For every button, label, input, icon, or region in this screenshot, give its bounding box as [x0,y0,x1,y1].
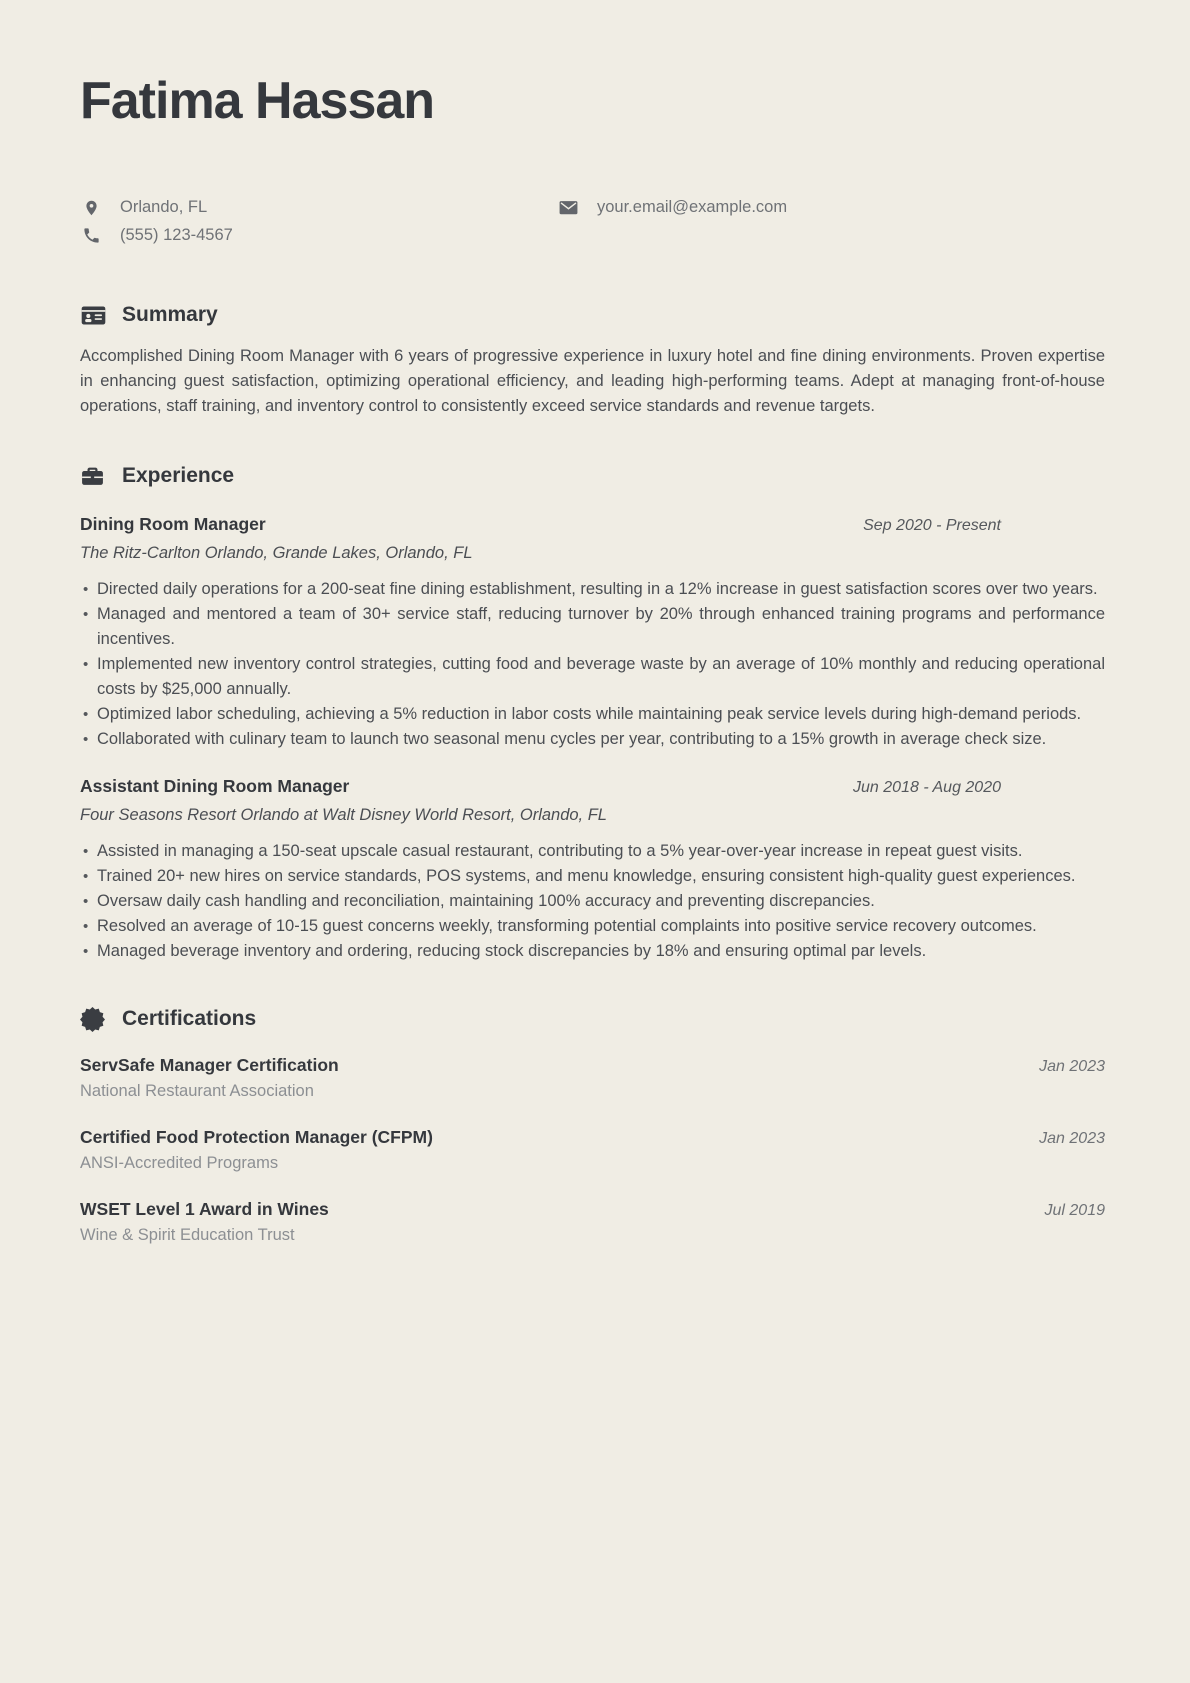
contact-right-column [557,194,787,222]
contact-phone-row [80,222,557,250]
certification-head [80,1199,1105,1220]
job-bullet-list [80,839,1105,964]
job-bullet-list [80,577,1105,752]
certification-date: Jul 2019 [1044,1201,1105,1219]
job-head [80,776,1105,797]
summary-paragraph: Accomplished Dining Room Manager with 6 years of progressive experience in luxury hotel and fine dining environments. Proven expertise in enhancing guest satisfaction, optimizing operational efficiency, and leading high-performing teams. Adept at managing front-of-house operations, staff training, and inventory control to consistently exceed service standards and revenue targets. [80,346,1105,415]
page-title: Fatima Hassan [80,72,435,130]
contact-email: your.email@example.com [597,198,788,217]
certification-issuer: Wine & Spirit Education Trust [80,1225,295,1244]
job-title: Assistant Dining Room Manager [80,775,350,796]
certifications-heading [80,1006,1105,1033]
certifications-section [80,1006,1105,1245]
certification-entry [80,1127,1105,1173]
briefcase-icon [80,463,107,490]
experience-section [80,463,1105,964]
experience-heading [80,463,1105,490]
certification-issuer: National Restaurant Association [80,1081,314,1100]
job-bullet: • Oversaw daily cash handling and reconciliation, maintaining 100% accuracy and preventing discrepancies. [80,889,1105,914]
job-head [80,514,1105,535]
job-title: Dining Room Manager [80,513,266,534]
job-bullet: • Trained 20+ new hires on service standards, POS systems, and menu knowledge, ensuring consistent high-quality guest experiences. [80,864,1105,889]
id-card-icon [80,302,107,329]
job-bullet: • Implemented new inventory control strategies, cutting food and beverage waste by an average of 10% monthly and reducing operational costs by $25,000 annually. [80,652,1105,702]
job-bullet: • Directed daily operations for a 200-seat fine dining establishment, resulting in a 12% increase in guest satisfaction scores over two years. [80,577,1105,602]
certification-head [80,1055,1105,1076]
job-bullet: • Collaborated with culinary team to launch two seasonal menu cycles per year, contributing to a 15% growth in average check size. [80,727,1105,752]
job-entry [80,514,1105,752]
job-dates: Sep 2020 - Present [863,516,1001,534]
map-pin-icon [80,197,102,219]
certification-name: WSET Level 1 Award in Wines [80,1198,329,1219]
job-bullet: • Managed and mentored a team of 30+ service staff, reducing turnover by 20% through enhanced training programs and performance incentives. [80,602,1105,652]
contact-left-column [80,194,557,250]
envelope-icon [557,199,579,216]
certificate-seal-icon [80,1006,107,1033]
contact-section [80,194,1105,250]
certification-head [80,1127,1105,1148]
phone-icon [80,226,102,245]
contact-phone: (555) 123-4567 [120,226,233,245]
job-company: Four Seasons Resort Orlando at Walt Disney World Resort, Orlando, FL [80,805,607,824]
job-bullet: • Managed beverage inventory and ordering, reducing stock discrepancies by 18% and ensuring optimal par levels. [80,939,1105,964]
summary-title: Summary [122,303,218,327]
job-dates: Jun 2018 - Aug 2020 [853,778,1001,796]
summary-section [80,302,1105,419]
certification-name: Certified Food Protection Manager (CFPM) [80,1126,433,1147]
experience-title: Experience [122,464,235,488]
job-bullet: • Optimized labor scheduling, achieving a 5% reduction in labor costs while maintaining peak service levels during high-demand periods. [80,702,1105,727]
contact-location: Orlando, FL [120,198,208,217]
job-company: The Ritz-Carlton Orlando, Grande Lakes, Orlando, FL [80,543,473,562]
job-bullet: • Assisted in managing a 150-seat upscale casual restaurant, contributing to a 5% year-over-year increase in repeat guest visits. [80,839,1105,864]
contact-location-row [80,194,557,222]
certification-entry [80,1055,1105,1101]
job-entry [80,776,1105,964]
job-bullet: • Resolved an average of 10-15 guest concerns weekly, transforming potential complaints into positive service recovery outcomes. [80,914,1105,939]
summary-heading [80,302,1105,329]
contact-email-row [557,194,787,222]
certifications-title: Certifications [122,1007,257,1031]
certification-issuer: ANSI-Accredited Programs [80,1153,279,1172]
certification-date: Jan 2023 [1039,1129,1105,1147]
certification-date: Jan 2023 [1039,1057,1105,1075]
certification-name: ServSafe Manager Certification [80,1054,339,1075]
certification-entry [80,1199,1105,1245]
